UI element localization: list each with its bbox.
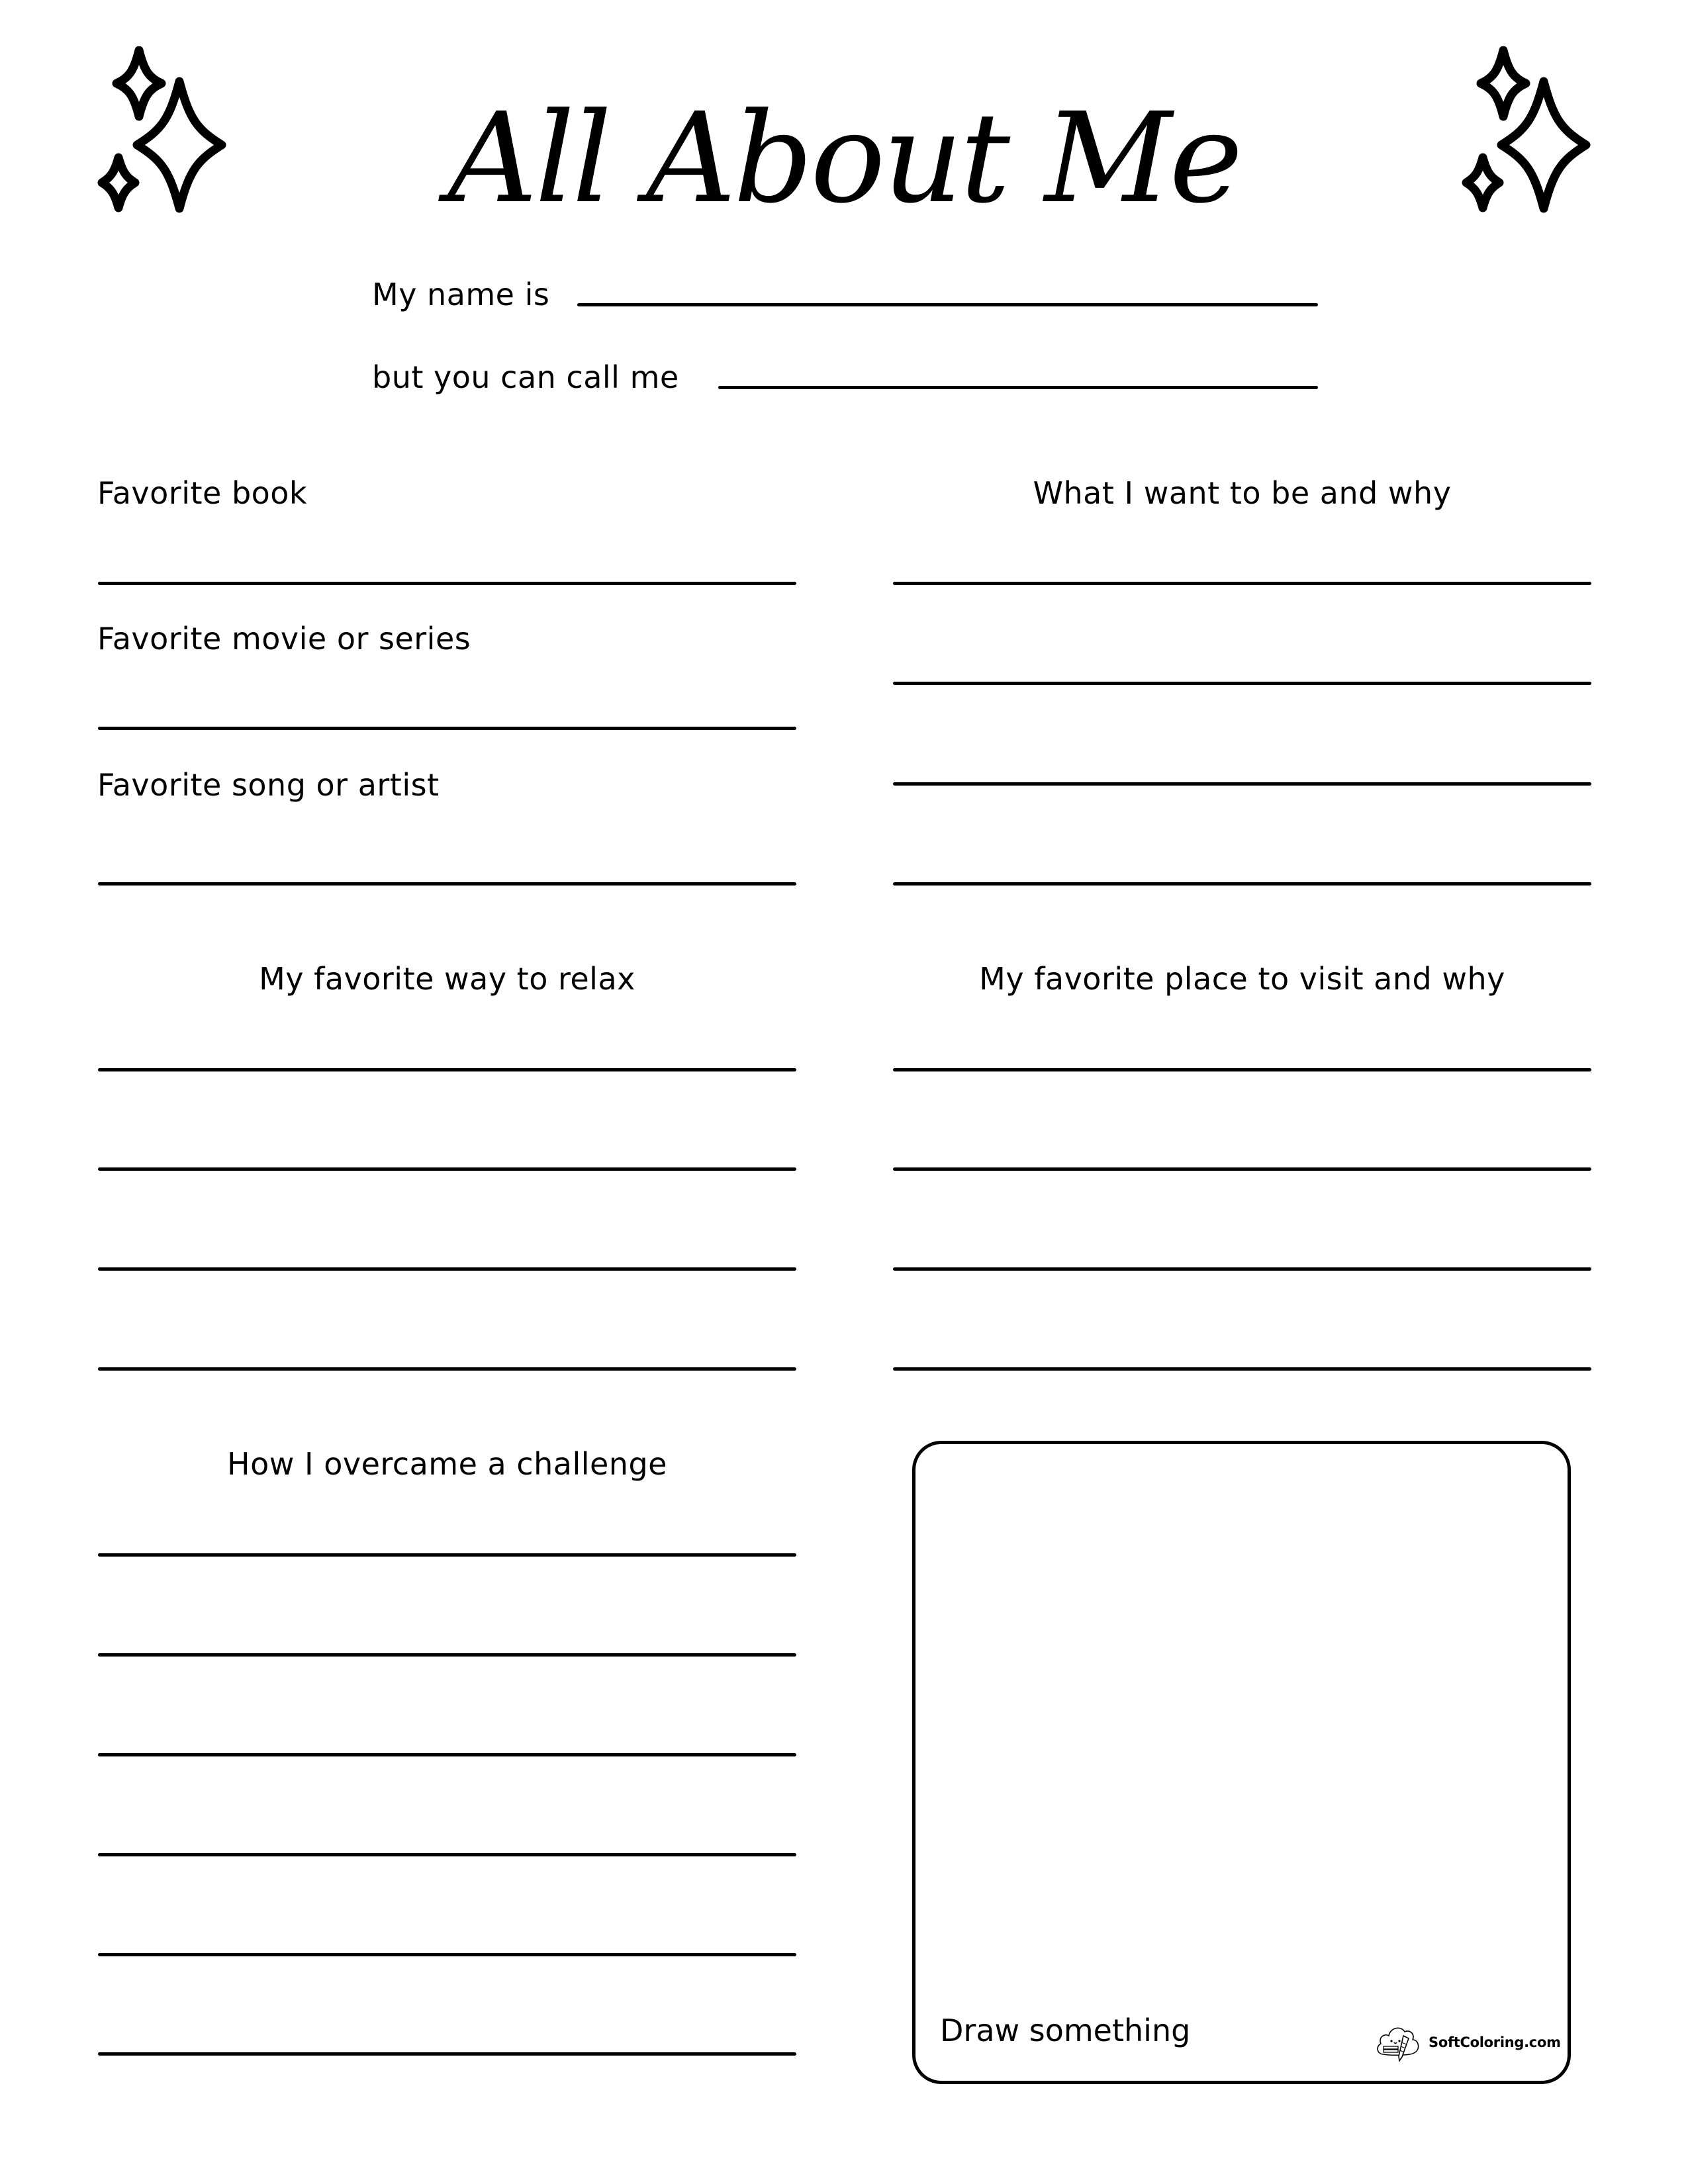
place-line-2[interactable]: [893, 1167, 1591, 1171]
challenge-line-2[interactable]: [98, 1653, 796, 1657]
place-line-1[interactable]: [893, 1068, 1591, 1071]
drawing-box[interactable]: [912, 1441, 1571, 2084]
cloud-pencil-logo-icon: [1374, 2021, 1426, 2064]
favorite-book-field[interactable]: [98, 582, 796, 585]
want-to-be-line-4[interactable]: [893, 882, 1591, 886]
favorite-book-label: Favorite book: [97, 475, 308, 511]
softcoloring-logo: [1374, 2021, 1561, 2064]
favorite-song-label: Favorite song or artist: [97, 767, 440, 803]
want-to-be-line-3[interactable]: [893, 782, 1591, 786]
relax-line-3[interactable]: [98, 1267, 796, 1271]
place-line-4[interactable]: [893, 1367, 1591, 1371]
relax-line-1[interactable]: [98, 1068, 796, 1071]
place-to-visit-heading: My favorite place to visit and why: [979, 961, 1505, 997]
page-title: All About Me: [447, 86, 1241, 231]
place-line-3[interactable]: [893, 1267, 1591, 1271]
challenge-line-4[interactable]: [98, 1853, 796, 1856]
relax-line-2[interactable]: [98, 1167, 796, 1171]
favorite-movie-field[interactable]: [98, 727, 796, 730]
favorite-movie-label: Favorite movie or series: [97, 621, 471, 657]
relax-heading: My favorite way to relax: [259, 961, 635, 997]
challenge-line-5[interactable]: [98, 1953, 796, 1956]
challenge-line-3[interactable]: [98, 1753, 796, 1756]
want-to-be-line-2[interactable]: [893, 682, 1591, 685]
favorite-song-field[interactable]: [98, 882, 796, 886]
challenge-line-6[interactable]: [98, 2052, 796, 2056]
want-to-be-line-1[interactable]: [893, 582, 1591, 585]
name-field[interactable]: [577, 303, 1318, 306]
draw-something-label: Draw something: [940, 2013, 1191, 2048]
name-label: My name is: [372, 277, 550, 312]
relax-line-4[interactable]: [98, 1367, 796, 1371]
nickname-field[interactable]: [718, 386, 1318, 389]
nickname-label: but you can call me: [372, 359, 679, 395]
challenge-line-1[interactable]: [98, 1553, 796, 1557]
challenge-heading: How I overcame a challenge: [227, 1446, 667, 1482]
want-to-be-heading: What I want to be and why: [1033, 475, 1452, 511]
logo-text: SoftColoring.com: [1429, 2034, 1561, 2050]
